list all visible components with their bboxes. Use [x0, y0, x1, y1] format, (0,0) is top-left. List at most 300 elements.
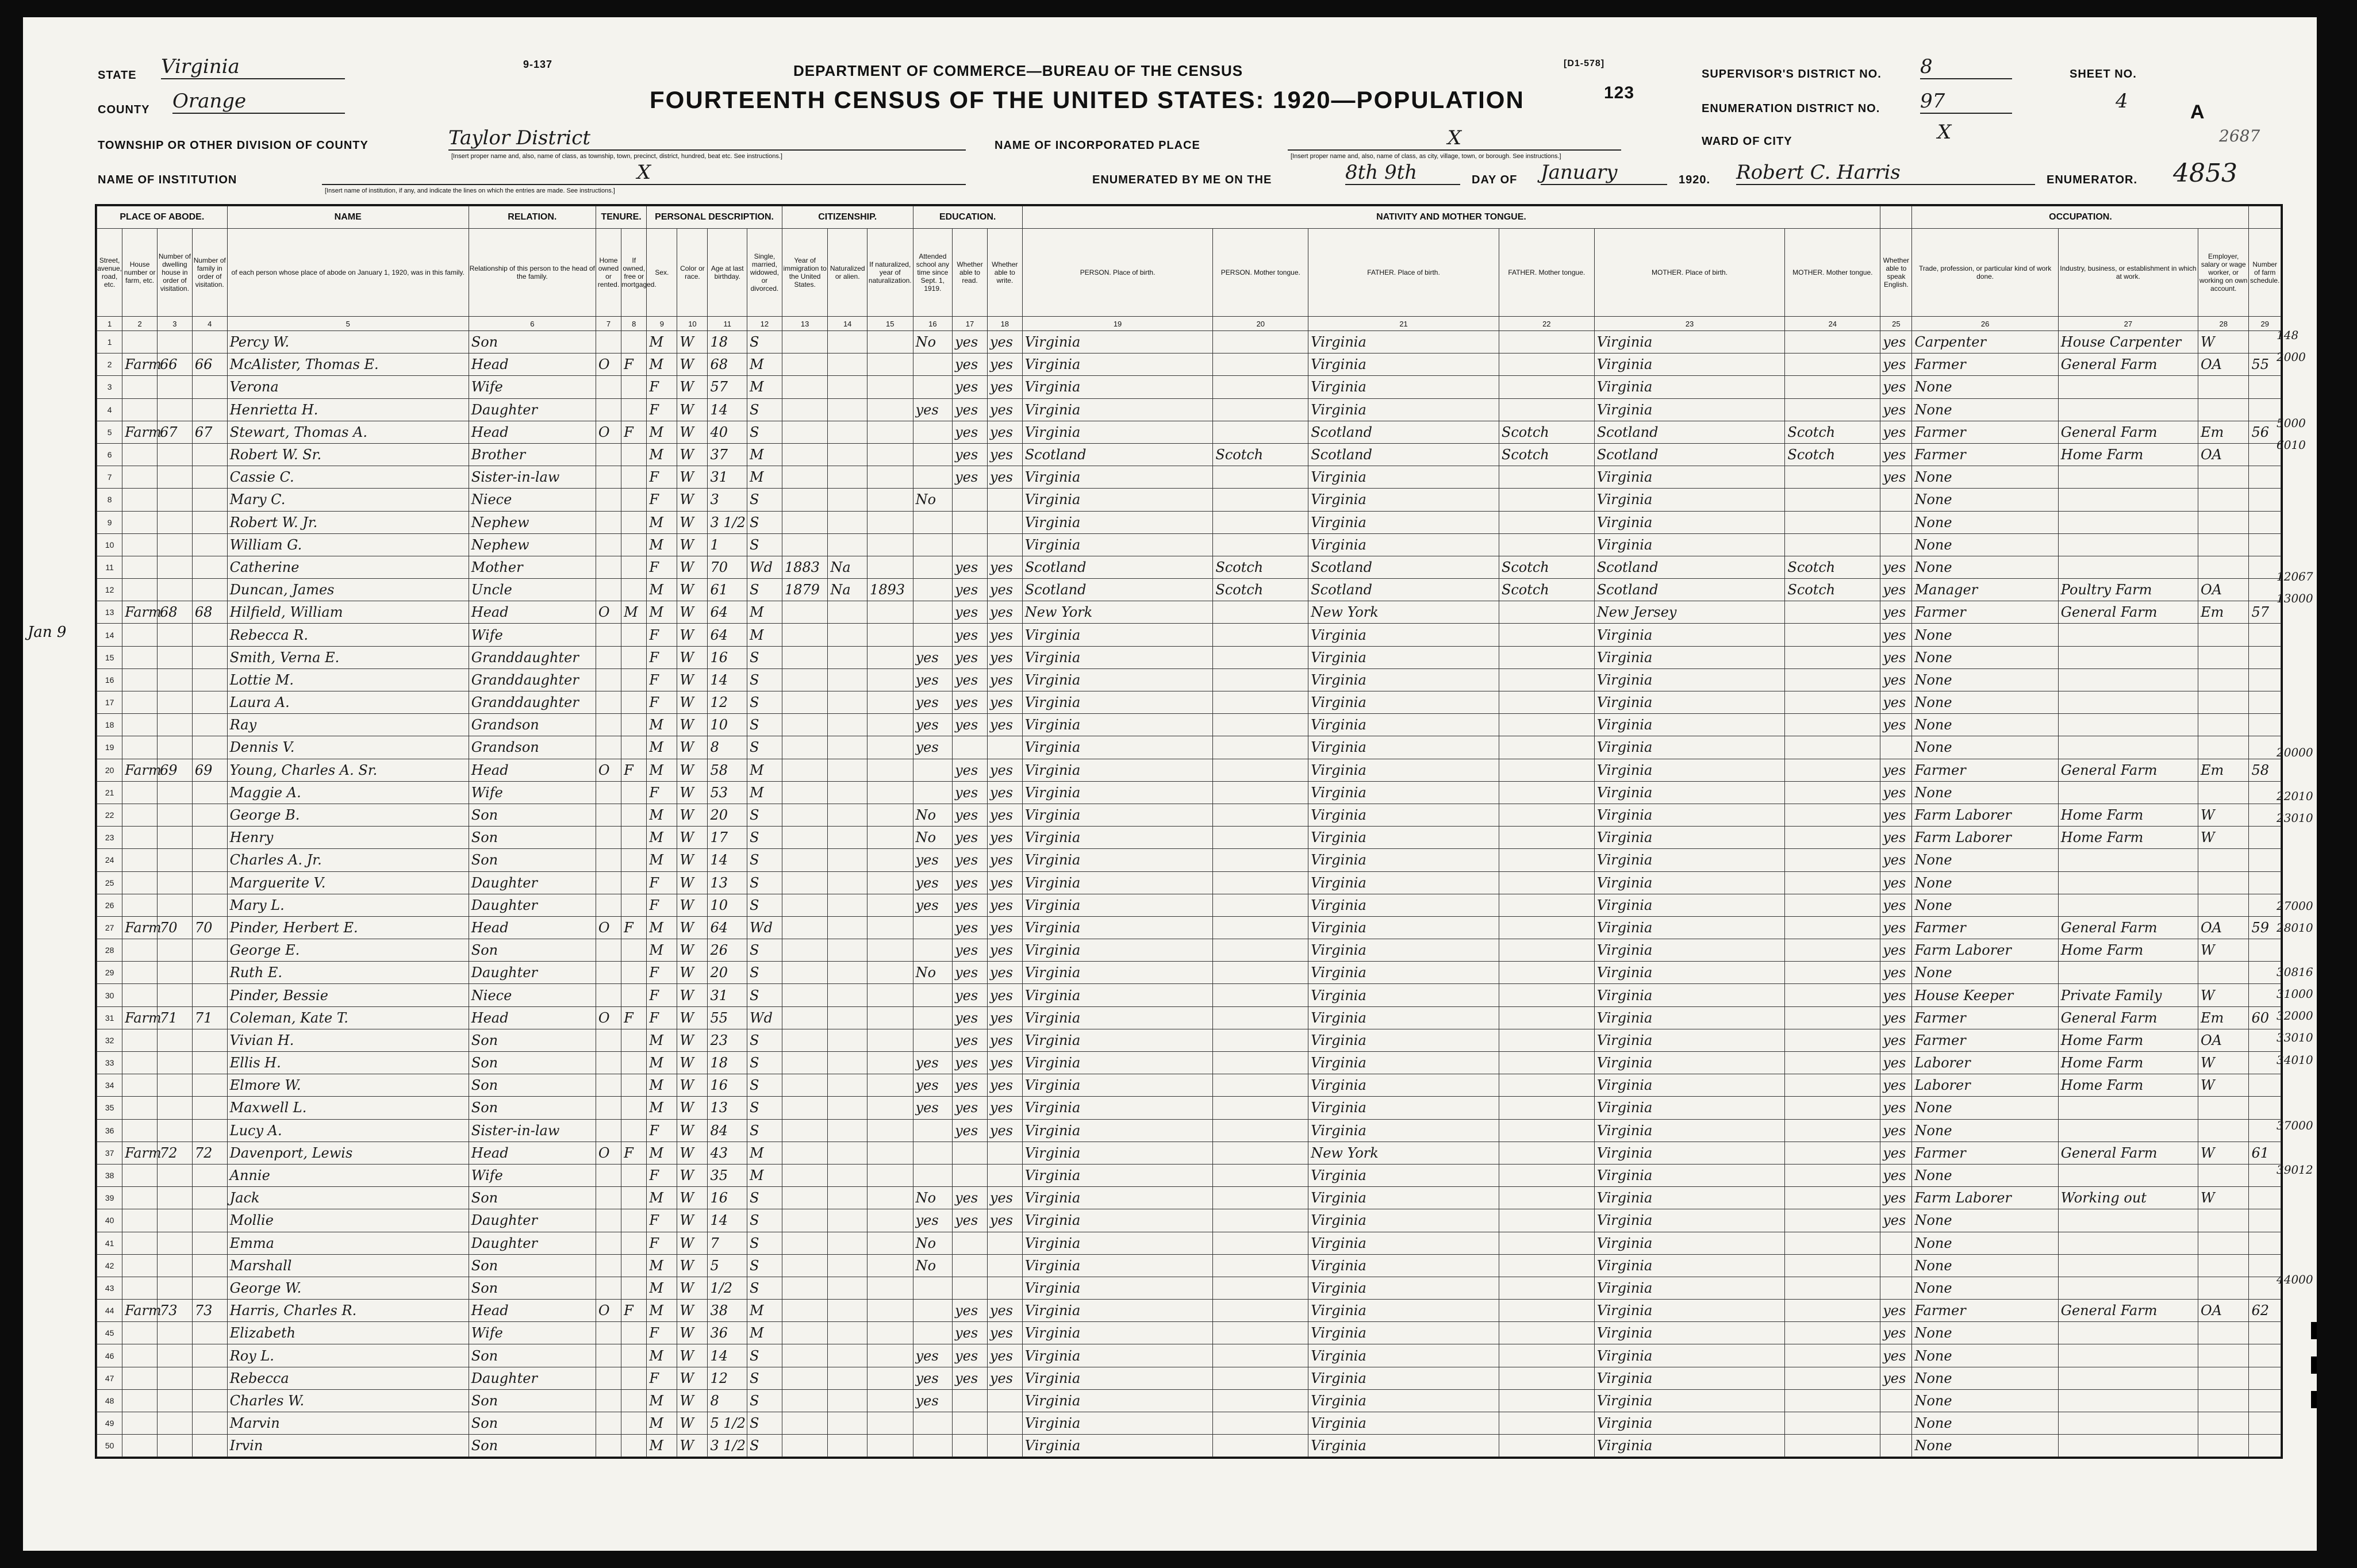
table-cell: Virginia — [1022, 871, 1213, 894]
table-cell: Virginia — [1308, 1119, 1499, 1142]
table-cell — [2198, 646, 2249, 668]
table-cell — [596, 511, 621, 533]
county-label: COUNTY — [98, 103, 150, 116]
table-cell: yes — [987, 916, 1022, 939]
line-number-cell: 10 — [97, 533, 122, 556]
table-cell: No — [913, 1232, 953, 1254]
table-cell — [2198, 1389, 2249, 1412]
table-cell: Virginia — [1022, 398, 1213, 421]
table-cell: 84 — [708, 1119, 747, 1142]
table-cell: Scotland — [1594, 421, 1785, 443]
table-cell — [1213, 1097, 1308, 1119]
table-cell — [596, 691, 621, 714]
table-cell — [1499, 398, 1594, 421]
column-header-22: FATHER. Mother tongue. — [1499, 229, 1594, 317]
table-cell: M — [647, 1277, 677, 1299]
table-cell: Virginia — [1594, 1209, 1785, 1232]
table-cell — [122, 1074, 158, 1097]
table-cell: yes — [913, 1389, 953, 1412]
table-cell — [828, 916, 867, 939]
table-cell — [2249, 849, 2281, 871]
table-row — [97, 1412, 2281, 1435]
table-cell: W — [677, 1344, 708, 1367]
line-number-cell: 18 — [97, 714, 122, 736]
table-cell — [158, 871, 193, 894]
table-cell: Charles W. — [227, 1389, 469, 1412]
column-header-10: Color or race. — [677, 229, 708, 317]
table-cell: 66 — [192, 353, 227, 376]
table-cell: None — [1912, 736, 2058, 759]
table-cell — [782, 1300, 828, 1322]
table-cell: W — [677, 624, 708, 646]
table-cell — [867, 646, 913, 668]
table-cell — [1785, 849, 1880, 871]
table-cell — [621, 1232, 647, 1254]
table-cell — [158, 646, 193, 668]
table-cell — [1785, 668, 1880, 691]
table-cell — [1499, 1006, 1594, 1029]
table-cell — [828, 398, 867, 421]
table-cell: yes — [953, 759, 988, 781]
table-cell: S — [747, 1389, 782, 1412]
table-cell — [953, 1164, 988, 1186]
table-cell: Nephew — [469, 511, 596, 533]
table-cell — [828, 849, 867, 871]
table-cell: yes — [913, 736, 953, 759]
table-cell: Virginia — [1022, 1344, 1213, 1367]
table-cell — [2249, 1367, 2281, 1389]
table-cell — [158, 1052, 193, 1074]
table-cell — [1213, 939, 1308, 962]
table-cell: yes — [987, 398, 1022, 421]
table-cell — [1785, 1232, 1880, 1254]
table-cell: W — [677, 489, 708, 511]
table-row — [97, 579, 2281, 601]
enumerated-day: 8th 9th — [1345, 161, 1460, 185]
column-header-26: Trade, profession, or particular kind of work done. — [1912, 229, 2058, 317]
table-cell — [913, 601, 953, 624]
table-row — [97, 1232, 2281, 1254]
table-cell — [2198, 871, 2249, 894]
table-cell — [867, 353, 913, 376]
column-group-6: EDUCATION. — [913, 206, 1022, 229]
table-cell — [828, 759, 867, 781]
table-cell — [1213, 1300, 1308, 1322]
sheet-value: 4 — [2116, 90, 2128, 113]
table-cell: Virginia — [1022, 511, 1213, 533]
table-cell: Catherine — [227, 556, 469, 578]
table-row — [97, 1389, 2281, 1412]
table-cell: Grandson — [469, 714, 596, 736]
table-cell — [828, 1164, 867, 1186]
table-cell — [158, 1232, 193, 1254]
table-cell — [1499, 1300, 1594, 1322]
column-number: 8 — [621, 317, 647, 331]
table-cell — [913, 1412, 953, 1435]
table-cell — [621, 1254, 647, 1277]
line-number-cell: 2 — [97, 353, 122, 376]
table-cell: Smith, Verna E. — [227, 646, 469, 668]
table-cell — [621, 1187, 647, 1209]
table-cell: W — [677, 894, 708, 916]
table-cell: yes — [1880, 939, 1912, 962]
table-cell: Virginia — [1022, 962, 1213, 984]
table-cell: General Farm — [2058, 916, 2198, 939]
table-cell: yes — [1880, 421, 1912, 443]
table-cell — [1785, 1300, 1880, 1322]
table-cell — [987, 736, 1022, 759]
table-cell — [987, 1142, 1022, 1164]
column-header-28: Employer, salary or wage worker, or working on own account. — [2198, 229, 2249, 317]
table-cell: W — [677, 916, 708, 939]
right-margin-code: 31000 — [2277, 987, 2313, 1001]
table-cell: O — [596, 1006, 621, 1029]
right-margin-code: 27000 — [2277, 899, 2313, 913]
table-cell: Virginia — [1594, 714, 1785, 736]
table-cell — [828, 489, 867, 511]
table-row — [97, 1074, 2281, 1097]
county-value: Orange — [172, 90, 345, 114]
table-cell — [1785, 1344, 1880, 1367]
table-cell: General Farm — [2058, 601, 2198, 624]
table-cell — [596, 827, 621, 849]
table-cell — [1785, 736, 1880, 759]
table-cell: Virginia — [1022, 624, 1213, 646]
table-cell — [192, 849, 227, 871]
table-cell — [621, 1344, 647, 1367]
table-cell: yes — [953, 871, 988, 894]
table-cell — [782, 1367, 828, 1389]
table-cell: W — [677, 556, 708, 578]
table-cell: F — [647, 556, 677, 578]
table-cell: F — [621, 1006, 647, 1029]
table-cell — [621, 533, 647, 556]
table-cell: Virginia — [1594, 1367, 1785, 1389]
table-cell — [158, 804, 193, 826]
table-cell — [158, 489, 193, 511]
table-cell — [158, 376, 193, 398]
table-cell: W — [677, 668, 708, 691]
table-row — [97, 1006, 2281, 1029]
table-cell: Virginia — [1022, 1277, 1213, 1299]
table-cell — [2058, 1119, 2198, 1142]
table-cell: W — [677, 827, 708, 849]
table-cell: Young, Charles A. Sr. — [227, 759, 469, 781]
table-cell — [1499, 489, 1594, 511]
table-cell — [2058, 1367, 2198, 1389]
table-cell — [1785, 894, 1880, 916]
table-cell: 1883 — [782, 556, 828, 578]
table-cell: W — [677, 714, 708, 736]
table-cell: Virginia — [1594, 1435, 1785, 1457]
table-cell — [1213, 827, 1308, 849]
table-cell — [1785, 1209, 1880, 1232]
table-row — [97, 1097, 2281, 1119]
table-row — [97, 1209, 2281, 1232]
table-cell — [1499, 736, 1594, 759]
table-cell: W — [677, 421, 708, 443]
table-cell — [1785, 624, 1880, 646]
table-cell: 71 — [192, 1006, 227, 1029]
table-cell — [621, 962, 647, 984]
table-cell — [596, 533, 621, 556]
census-title: FOURTEENTH CENSUS OF THE UNITED STATES: 1920—POPULATION — [650, 86, 1525, 113]
table-cell: None — [1912, 511, 2058, 533]
table-cell — [2198, 1367, 2249, 1389]
table-cell: yes — [953, 916, 988, 939]
table-cell — [1213, 1006, 1308, 1029]
table-cell — [867, 1164, 913, 1186]
table-cell: 67 — [192, 421, 227, 443]
column-number-row — [97, 317, 2281, 331]
table-cell: None — [1912, 1164, 2058, 1186]
corner-number: 4853 — [2173, 159, 2237, 188]
table-cell — [828, 714, 867, 736]
table-cell — [1785, 1254, 1880, 1277]
table-cell: Farmer — [1912, 1029, 2058, 1051]
table-cell — [1213, 421, 1308, 443]
table-cell — [782, 1232, 828, 1254]
table-cell — [2058, 714, 2198, 736]
table-cell — [987, 1389, 1022, 1412]
institution-value: X — [322, 161, 966, 185]
table-cell — [596, 894, 621, 916]
table-cell — [192, 1435, 227, 1457]
table-cell: yes — [913, 1344, 953, 1367]
table-cell: Scotch — [1213, 579, 1308, 601]
column-number: 1 — [97, 317, 122, 331]
table-cell — [2198, 466, 2249, 489]
table-cell: S — [747, 984, 782, 1006]
table-cell — [192, 646, 227, 668]
table-cell: Virginia — [1308, 1097, 1499, 1119]
table-cell: S — [747, 691, 782, 714]
schedule-rows — [97, 331, 2281, 1457]
table-cell — [158, 624, 193, 646]
table-cell — [2198, 1097, 2249, 1119]
table-cell — [1213, 1412, 1308, 1435]
table-cell — [867, 827, 913, 849]
table-cell: M — [647, 804, 677, 826]
table-cell: yes — [953, 1119, 988, 1142]
column-header-row — [97, 229, 2281, 317]
year-value: 1920. — [1679, 174, 1711, 186]
table-cell: yes — [1880, 1209, 1912, 1232]
line-number-cell: 9 — [97, 511, 122, 533]
table-cell: W — [677, 1187, 708, 1209]
table-row — [97, 646, 2281, 668]
table-cell — [192, 1232, 227, 1254]
table-cell: yes — [953, 894, 988, 916]
table-cell: W — [677, 984, 708, 1006]
line-number-cell: 39 — [97, 1187, 122, 1209]
table-cell: S — [747, 398, 782, 421]
table-cell: Hilfield, William — [227, 601, 469, 624]
table-row — [97, 1119, 2281, 1142]
table-cell: S — [747, 804, 782, 826]
table-cell: Farmer — [1912, 1006, 2058, 1029]
table-cell: yes — [1880, 1074, 1912, 1097]
table-cell — [1213, 1344, 1308, 1367]
table-cell: W — [677, 962, 708, 984]
table-cell — [867, 1187, 913, 1209]
table-cell — [1213, 714, 1308, 736]
table-cell: S — [747, 1277, 782, 1299]
table-cell — [122, 466, 158, 489]
table-cell — [1785, 398, 1880, 421]
table-cell: yes — [1880, 556, 1912, 578]
table-cell: 16 — [708, 646, 747, 668]
table-cell — [2058, 511, 2198, 533]
table-cell: Virginia — [1308, 1209, 1499, 1232]
table-cell — [621, 714, 647, 736]
table-cell: 38 — [708, 1300, 747, 1322]
table-cell: Virginia — [1308, 1367, 1499, 1389]
table-cell: Scotch — [1499, 421, 1594, 443]
table-cell: Farm — [122, 421, 158, 443]
table-row — [97, 916, 2281, 939]
table-cell: S — [747, 1367, 782, 1389]
table-row — [97, 871, 2281, 894]
table-cell: yes — [953, 668, 988, 691]
table-cell: W — [677, 759, 708, 781]
table-cell — [621, 1029, 647, 1051]
sheet-letter: A — [2190, 101, 2205, 123]
table-cell: W — [677, 736, 708, 759]
column-number: 20 — [1213, 317, 1308, 331]
table-cell — [867, 1344, 913, 1367]
table-cell: Nephew — [469, 533, 596, 556]
table-cell — [2198, 736, 2249, 759]
table-cell — [158, 781, 193, 804]
column-header-16: Attended school any time since Sept. 1, 1919. — [913, 229, 953, 317]
table-cell: Head — [469, 916, 596, 939]
table-cell: Stewart, Thomas A. — [227, 421, 469, 443]
table-cell: yes — [913, 871, 953, 894]
table-cell: 68 — [158, 601, 193, 624]
table-cell: O — [596, 421, 621, 443]
table-cell — [192, 1389, 227, 1412]
table-cell — [1213, 804, 1308, 826]
table-cell — [828, 1097, 867, 1119]
table-cell: Virginia — [1594, 1412, 1785, 1435]
table-cell — [913, 781, 953, 804]
column-header-29: Number of farm schedule. — [2249, 229, 2281, 317]
table-cell — [1785, 1119, 1880, 1142]
table-cell — [2249, 691, 2281, 714]
table-cell: Uncle — [469, 579, 596, 601]
table-cell: yes — [953, 1209, 988, 1232]
table-cell — [158, 331, 193, 353]
right-margin-code: 33010 — [2277, 1031, 2313, 1045]
table-cell: M — [647, 827, 677, 849]
column-number: 19 — [1022, 317, 1213, 331]
column-group-5: CITIZENSHIP. — [782, 206, 913, 229]
table-cell: M — [647, 601, 677, 624]
table-cell: Charles A. Jr. — [227, 849, 469, 871]
table-cell — [596, 1344, 621, 1367]
table-cell: No — [913, 1254, 953, 1277]
table-cell: M — [647, 533, 677, 556]
table-cell — [953, 1435, 988, 1457]
table-cell: Head — [469, 353, 596, 376]
table-cell: None — [1912, 1322, 2058, 1344]
table-cell: Coleman, Kate T. — [227, 1006, 469, 1029]
table-cell: Virginia — [1594, 1097, 1785, 1119]
table-cell: 13 — [708, 871, 747, 894]
table-cell: yes — [953, 1097, 988, 1119]
table-cell: yes — [953, 398, 988, 421]
table-row — [97, 668, 2281, 691]
table-cell: Wd — [747, 1006, 782, 1029]
table-cell — [953, 1254, 988, 1277]
table-cell: Virginia — [1594, 1254, 1785, 1277]
table-cell: Head — [469, 1006, 596, 1029]
table-cell: Farm — [122, 1006, 158, 1029]
table-cell — [913, 624, 953, 646]
table-cell — [192, 533, 227, 556]
table-cell: House Carpenter — [2058, 331, 2198, 353]
table-cell — [953, 1277, 988, 1299]
table-cell — [1880, 533, 1912, 556]
table-cell — [828, 894, 867, 916]
table-cell: yes — [987, 714, 1022, 736]
table-cell: None — [1912, 849, 2058, 871]
table-cell — [1213, 376, 1308, 398]
table-cell: M — [647, 511, 677, 533]
table-cell — [1499, 759, 1594, 781]
table-cell — [782, 984, 828, 1006]
table-cell — [1499, 1119, 1594, 1142]
table-cell — [867, 668, 913, 691]
table-cell: W — [677, 398, 708, 421]
table-cell: 70 — [158, 916, 193, 939]
table-cell — [2058, 624, 2198, 646]
table-cell: Farmer — [1912, 1142, 2058, 1164]
table-cell — [1785, 466, 1880, 489]
table-cell — [867, 1254, 913, 1277]
table-cell — [913, 421, 953, 443]
table-cell: No — [913, 489, 953, 511]
table-cell: Robert W. Sr. — [227, 443, 469, 466]
table-cell: 20 — [708, 962, 747, 984]
line-number-cell: 48 — [97, 1389, 122, 1412]
table-cell: 68 — [708, 353, 747, 376]
table-cell — [1499, 1164, 1594, 1186]
table-cell — [122, 1052, 158, 1074]
table-cell: S — [747, 939, 782, 962]
table-cell: Farmer — [1912, 353, 2058, 376]
table-cell — [122, 443, 158, 466]
table-cell: M — [647, 736, 677, 759]
sheet-label: SHEET NO. — [2070, 68, 2137, 80]
table-cell: O — [596, 1300, 621, 1322]
table-cell: Virginia — [1022, 1052, 1213, 1074]
table-cell: 64 — [708, 601, 747, 624]
table-cell — [867, 691, 913, 714]
table-cell — [1213, 1052, 1308, 1074]
table-cell — [1499, 1277, 1594, 1299]
township-value: Taylor District — [448, 126, 966, 151]
table-cell — [828, 646, 867, 668]
table-cell — [782, 668, 828, 691]
table-cell: F — [647, 1209, 677, 1232]
table-cell — [1499, 1435, 1594, 1457]
table-cell: Granddaughter — [469, 668, 596, 691]
table-cell: 40 — [708, 421, 747, 443]
table-cell — [2198, 691, 2249, 714]
table-cell: yes — [913, 646, 953, 668]
